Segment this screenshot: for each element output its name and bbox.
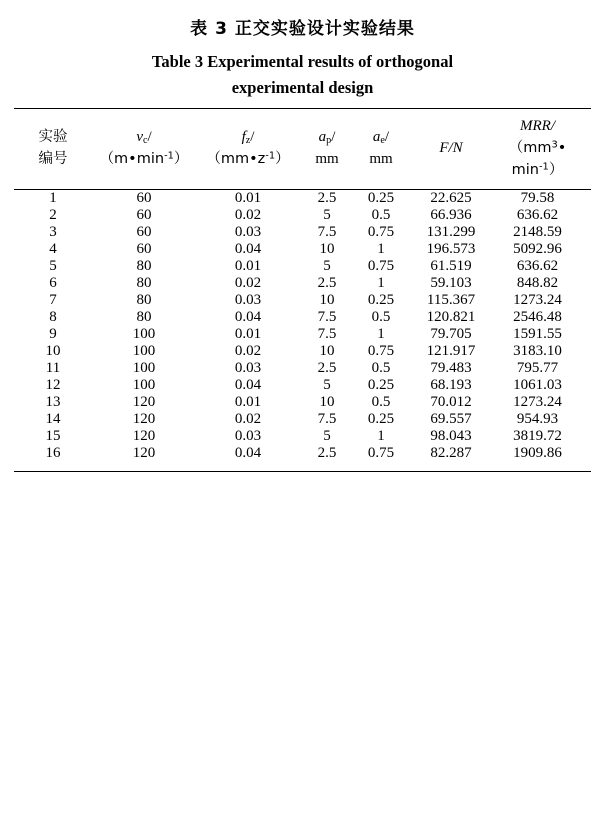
cell-axial-depth: 7.5: [317, 309, 337, 326]
table-row: [14, 207, 591, 224]
cell-axial-depth: 10: [319, 241, 335, 258]
cell-feed-per-tooth: 0.01: [234, 394, 262, 411]
header-axial-depth: $a_p/$ mm: [300, 109, 354, 190]
cell-radial-depth: 0.75: [367, 343, 395, 360]
cell-feed-per-tooth: 0.03: [234, 428, 262, 445]
cell-mrr: 848.82: [516, 275, 559, 292]
cell-feed-per-tooth: 0.04: [234, 377, 262, 394]
cell-mrr: 3183.10: [513, 343, 562, 360]
cell-force: 79.483: [430, 360, 472, 377]
cell-axial-depth: 2.5: [317, 360, 337, 377]
table-row: [14, 241, 591, 258]
header-force: F/N: [408, 109, 494, 190]
cell-force: 61.519: [430, 258, 472, 275]
caption-english: [83, 49, 523, 100]
cell-feed-per-tooth: 0.02: [234, 343, 262, 360]
cell-cutting-speed: 60: [136, 190, 152, 207]
cell-cutting-speed: 60: [136, 241, 152, 258]
header-mrr: MRR/ （$mm^3•$ $\min^{-1}$）: [494, 109, 591, 190]
cell-axial-depth: 10: [319, 394, 335, 411]
cell-radial-depth: 0.5: [371, 394, 391, 411]
cell-experiment-no: 10: [45, 343, 61, 360]
cell-experiment-no: 12: [45, 377, 61, 394]
table-row: [14, 377, 591, 394]
table-row: [14, 224, 591, 241]
header-feed-per-tooth: $f_z/$ $(mm•z^{-1})$: [196, 109, 300, 190]
cell-cutting-speed: 120: [92, 445, 196, 472]
cell-experiment-no: 8: [49, 309, 57, 326]
cell-experiment-no: 15: [45, 428, 61, 445]
cell-radial-depth: 1: [377, 241, 385, 258]
cell-axial-depth: 7.5: [317, 411, 337, 428]
cell-force: 79.705: [430, 326, 472, 343]
table-row: [14, 428, 591, 445]
cell-force: 121.917: [426, 343, 476, 360]
cell-force: 196.573: [426, 241, 476, 258]
cell-mrr: 1061.03: [513, 377, 562, 394]
cell-axial-depth: 5: [323, 428, 331, 445]
cell-cutting-speed: 100: [132, 326, 156, 343]
cell-experiment-no: 3: [49, 224, 57, 241]
cell-feed-per-tooth: 0.01: [234, 190, 262, 207]
cell-cutting-speed: 80: [136, 292, 152, 309]
cell-mrr: 79.58: [520, 190, 555, 207]
cell-axial-depth: 2.5: [317, 190, 337, 207]
cell-radial-depth: 0.25: [367, 411, 395, 428]
cell-force: 22.625: [430, 190, 472, 207]
cell-force: 66.936: [430, 207, 472, 224]
caption-chinese: 表 3 正交实验设计实验结果: [190, 19, 415, 39]
cell-axial-depth: 7.5: [317, 224, 337, 241]
cell-mrr: 1273.24: [513, 394, 562, 411]
cell-radial-depth: 0.5: [371, 360, 391, 377]
cell-radial-depth: 1: [377, 428, 385, 445]
cell-radial-depth: 0.25: [367, 190, 395, 207]
cell-experiment-no: 1: [49, 190, 57, 207]
table-row: [14, 326, 591, 343]
cell-force: 98.043: [430, 428, 472, 445]
caption-english-line1: Table 3 Experimental results of orthogonal: [151, 52, 454, 71]
cell-cutting-speed: 80: [136, 258, 152, 275]
cell-radial-depth: 0.75: [367, 224, 395, 241]
cell-mrr: 2546.48: [513, 309, 562, 326]
cell-axial-depth: 7.5: [317, 326, 337, 343]
cell-experiment-no: 6: [49, 275, 57, 292]
header-cutting-speed: $v_c/$ $(m•\min^{-1})$: [92, 109, 196, 190]
table-row: [14, 445, 591, 472]
cell-axial-depth: 2.5: [317, 275, 337, 292]
table-row: [14, 309, 591, 326]
cell-radial-depth: 1: [377, 326, 385, 343]
table-body: [14, 190, 591, 472]
table-row: [14, 394, 591, 411]
table-row: [14, 343, 591, 360]
table-caption: [14, 14, 591, 100]
cell-mrr: 636.62: [516, 207, 559, 224]
cell-mrr: 795.77: [516, 360, 559, 377]
cell-radial-depth: 0.25: [367, 292, 395, 309]
cell-axial-depth: 5: [323, 258, 331, 275]
cell-mrr: 2148.59: [513, 224, 562, 241]
cell-cutting-speed: 120: [132, 394, 156, 411]
cell-mrr: 1273.24: [513, 292, 562, 309]
cell-cutting-speed: 80: [136, 275, 152, 292]
cell-mrr: 1591.55: [513, 326, 562, 343]
cell-force: 68.193: [430, 377, 472, 394]
cell-cutting-speed: 80: [136, 309, 152, 326]
cell-experiment-no: 9: [49, 326, 57, 343]
cell-mrr: 636.62: [516, 258, 559, 275]
cell-force: 59.103: [430, 275, 472, 292]
cell-experiment-no: 4: [49, 241, 57, 258]
table-row: [14, 411, 591, 428]
table-row: [14, 275, 591, 292]
cell-feed-per-tooth: 0.04: [234, 241, 262, 258]
cell-cutting-speed: 120: [132, 428, 156, 445]
cell-mrr: 1909.86: [494, 445, 591, 472]
table-row: [14, 360, 591, 377]
cell-axial-depth: 2.5: [300, 445, 354, 472]
cell-cutting-speed: 120: [132, 411, 156, 428]
table-row: [14, 292, 591, 309]
cell-force: 115.367: [426, 292, 476, 309]
cell-force: 69.557: [430, 411, 472, 428]
cell-force: 120.821: [426, 309, 476, 326]
cell-feed-per-tooth: 0.03: [234, 292, 262, 309]
cell-cutting-speed: 100: [132, 360, 156, 377]
cell-radial-depth: 0.5: [371, 207, 391, 224]
cell-radial-depth: 0.5: [371, 309, 391, 326]
cell-force: 82.287: [408, 445, 494, 472]
cell-mrr: 3819.72: [513, 428, 562, 445]
cell-experiment-no: 16: [14, 445, 92, 472]
cell-feed-per-tooth: 0.03: [234, 360, 262, 377]
results-table: [14, 108, 591, 472]
cell-radial-depth: 0.75: [354, 445, 408, 472]
cell-mrr: 5092.96: [513, 241, 562, 258]
cell-feed-per-tooth: 0.02: [234, 275, 262, 292]
cell-experiment-no: 5: [49, 258, 57, 275]
cell-experiment-no: 14: [45, 411, 61, 428]
cell-radial-depth: 0.75: [367, 258, 395, 275]
cell-feed-per-tooth: 0.03: [234, 224, 262, 241]
cell-experiment-no: 13: [45, 394, 61, 411]
caption-english-line2: experimental design: [231, 77, 374, 97]
cell-feed-per-tooth: 0.02: [234, 207, 262, 224]
cell-force: 70.012: [430, 394, 472, 411]
cell-radial-depth: 0.25: [367, 377, 395, 394]
cell-axial-depth: 10: [319, 343, 335, 360]
table-head: [14, 109, 591, 190]
cell-mrr: 954.93: [516, 411, 559, 428]
cell-experiment-no: 2: [49, 207, 57, 224]
cell-axial-depth: 5: [323, 207, 331, 224]
cell-radial-depth: 1: [377, 275, 385, 292]
cell-feed-per-tooth: 0.04: [196, 445, 300, 472]
header-radial-depth: $a_e/$ mm: [354, 109, 408, 190]
table-row: [14, 258, 591, 275]
cell-feed-per-tooth: 0.04: [234, 309, 262, 326]
cell-cutting-speed: 100: [132, 343, 156, 360]
cell-axial-depth: 10: [319, 292, 335, 309]
cell-cutting-speed: 60: [136, 224, 152, 241]
cell-experiment-no: 11: [45, 360, 61, 377]
cell-cutting-speed: 60: [136, 207, 152, 224]
table-row: [14, 190, 591, 208]
cell-feed-per-tooth: 0.01: [234, 326, 262, 343]
cell-force: 131.299: [426, 224, 476, 241]
cell-experiment-no: 7: [49, 292, 57, 309]
header-experiment-no: 实验 编号: [14, 109, 92, 190]
cell-axial-depth: 5: [323, 377, 331, 394]
cell-cutting-speed: 100: [132, 377, 156, 394]
cell-feed-per-tooth: 0.01: [234, 258, 262, 275]
cell-feed-per-tooth: 0.02: [234, 411, 262, 428]
